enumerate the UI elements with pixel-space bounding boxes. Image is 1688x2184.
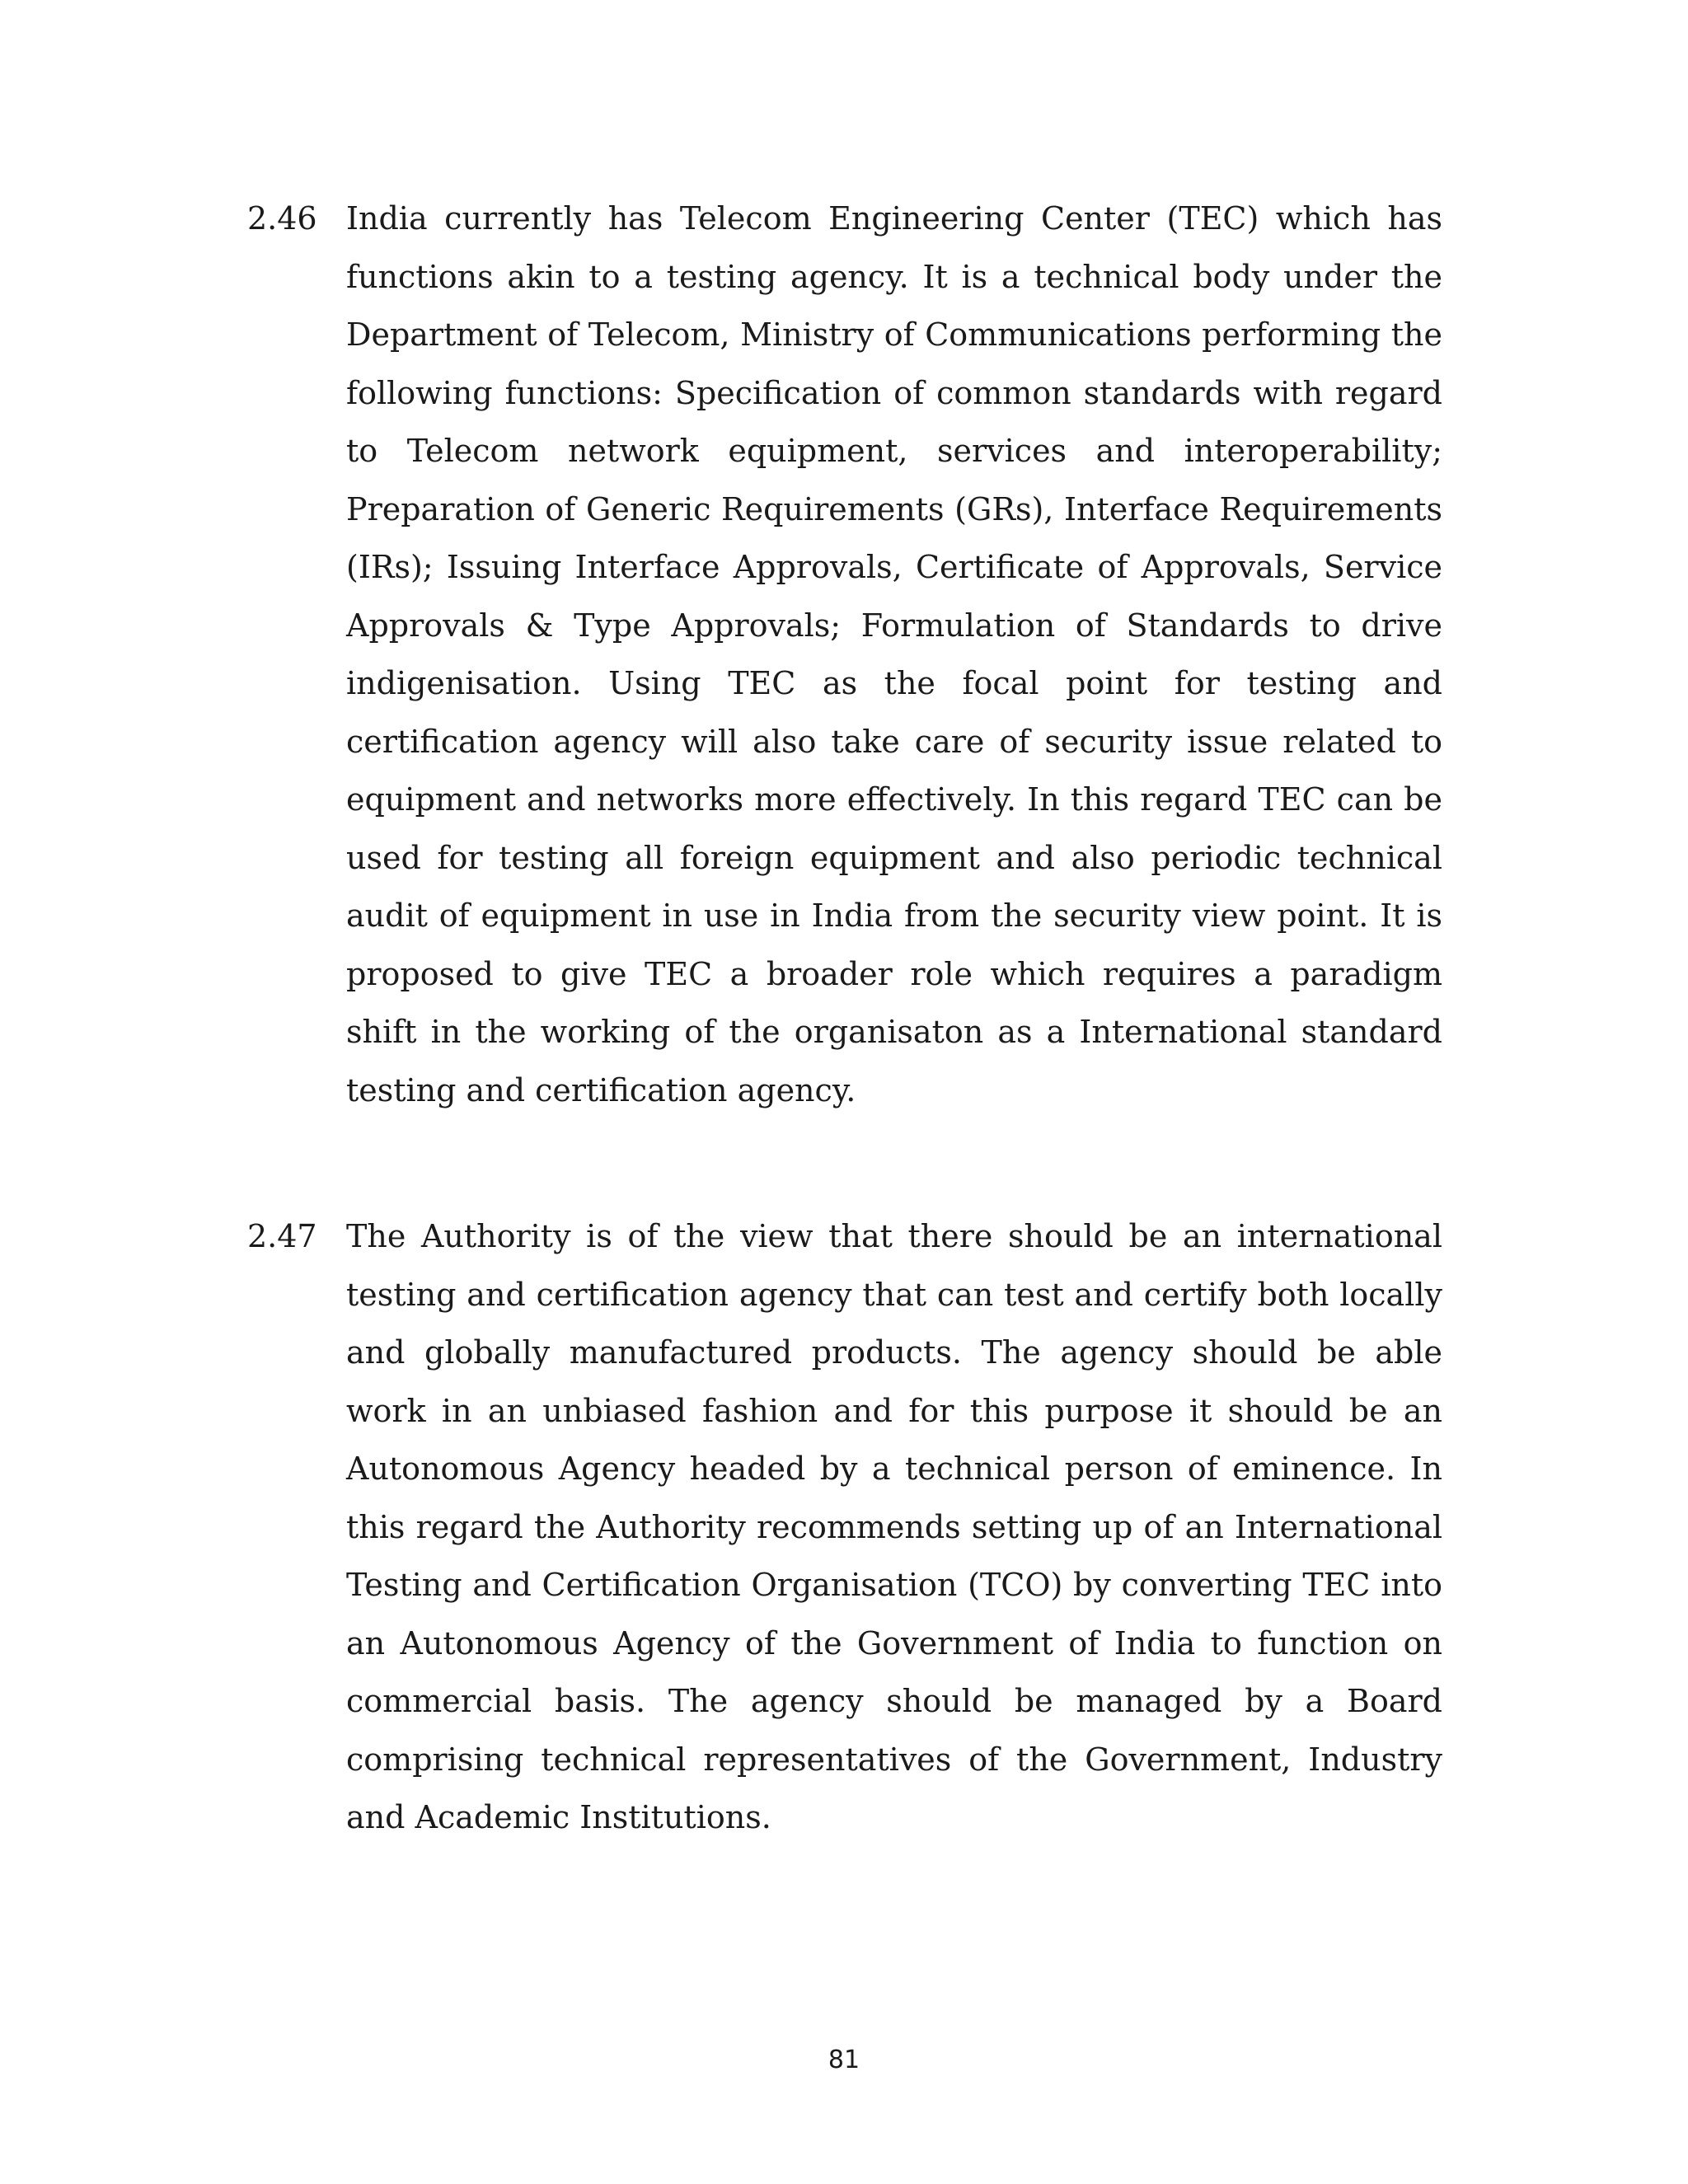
paragraph-number: 2.46 xyxy=(247,200,317,237)
paragraph-2-46 xyxy=(247,190,1442,1119)
page-number: 81 xyxy=(828,2046,860,2074)
paragraph-text: India currently has Telecom Engineering Center (TEC) which has functions akin to a testing agency. It is a technical body under the Department of Telecom, Ministry of Communications performing the following functions: Specification of common standards with regard to Telecom network equipment, services and interoperability; Preparation of Generic Requirements (GRs), Interface Requirements (IRs); Issuing Interface Approvals, Certificate of Approvals, Service Approvals & Type Approvals; Formulation of Standards to drive indigenisation. Using TEC as the focal point for testing and certification agency will also take care of security issue related to equipment and networks more effectively. In this regard TEC can be used for testing all foreign equipment and also periodic technical audit of equipment in use in India from the security view point. It is proposed to give TEC a broader role which requires a paradigm shift in the working of the organisaton as a International standard testing and certification agency. xyxy=(346,200,1442,1108)
paragraph-number: 2.47 xyxy=(247,1218,317,1254)
paragraph-2-47 xyxy=(247,1207,1442,1847)
paragraph-text: The Authority is of the view that there should be an international testing and certification agency that can test and certify both locally and globally manufactured products. The agency should be able work in an unbiased fashion and for this purpose it should be an Autonomous Agency headed by a technical person of eminence. In this regard the Authority recommends setting up of an International Testing and Certification Organisation (TCO) by converting TEC into an Autonomous Agency of the Government of India to function on commercial basis. The agency should be managed by a Board comprising technical representatives of the Government, Industry and Academic Institutions. xyxy=(346,1218,1442,1835)
